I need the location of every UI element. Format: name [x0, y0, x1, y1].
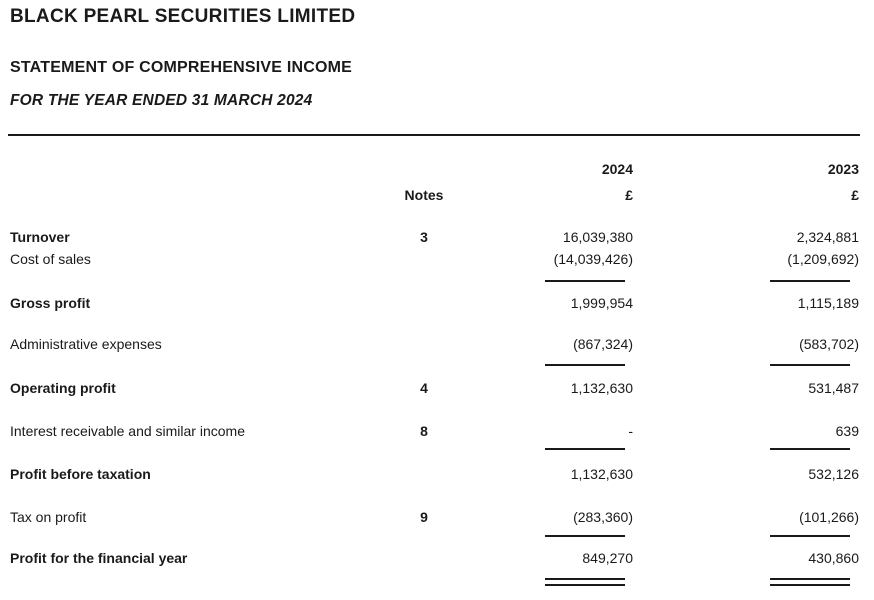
- value-2023-interest-receivable: 639: [835, 423, 859, 439]
- row-label-turnover: Turnover: [10, 229, 70, 245]
- total-double-rule-2024: [545, 578, 625, 586]
- row-label-tax-on-profit: Tax on profit: [10, 509, 87, 525]
- note-ref-turnover: 3: [420, 229, 428, 245]
- value-2023-operating-profit: 531,487: [808, 380, 859, 396]
- value-2024-operating-profit: 1,132,630: [570, 380, 633, 396]
- note-ref-operating-profit: 4: [420, 380, 428, 396]
- currency-symbol-2024: £: [625, 187, 633, 203]
- subtotal-rule-2023-operating-profit: [770, 364, 850, 366]
- subtotal-rule-2024-profit-before-tax: [545, 448, 625, 450]
- subtotal-rule-2023-profit-for-year: [770, 535, 850, 537]
- value-2024-administrative-expenses: (867,324): [573, 336, 633, 352]
- column-header-year-2023: 2023: [827, 161, 859, 177]
- subtotal-rule-2024-operating-profit: [545, 364, 625, 366]
- value-2024-profit-for-year: 849,270: [582, 550, 633, 566]
- value-2023-tax-on-profit: (101,266): [799, 509, 859, 525]
- row-label-cost-of-sales: Cost of sales: [10, 251, 91, 267]
- row-label-interest-receivable: Interest receivable and similar income: [10, 423, 245, 439]
- column-header-notes: Notes: [404, 187, 444, 203]
- value-2024-interest-receivable: -: [628, 423, 633, 439]
- note-ref-tax-on-profit: 9: [420, 509, 428, 525]
- value-2023-administrative-expenses: (583,702): [799, 336, 859, 352]
- value-2023-turnover: 2,324,881: [796, 229, 859, 245]
- value-2024-cost-of-sales: (14,039,426): [553, 251, 633, 267]
- value-2024-profit-before-taxation: 1,132,630: [570, 466, 633, 482]
- value-2024-tax-on-profit: (283,360): [573, 509, 633, 525]
- row-label-profit-before-taxation: Profit before taxation: [10, 466, 151, 482]
- statement-title: STATEMENT OF COMPREHENSIVE INCOME: [10, 59, 353, 76]
- row-label-administrative-expenses: Administrative expenses: [10, 336, 162, 352]
- subtotal-rule-2023-gross-profit: [770, 280, 850, 282]
- value-2024-gross-profit: 1,999,954: [570, 295, 633, 311]
- row-label-operating-profit: Operating profit: [10, 380, 116, 396]
- column-header-year-2024: 2024: [601, 161, 633, 177]
- header-rule: [8, 134, 860, 136]
- value-2023-cost-of-sales: (1,209,692): [787, 251, 859, 267]
- total-double-rule-2023: [770, 578, 850, 586]
- note-ref-interest-receivable: 8: [420, 423, 428, 439]
- company-name: BLACK PEARL SECURITIES LIMITED: [10, 6, 356, 27]
- value-2023-gross-profit: 1,115,189: [797, 295, 859, 311]
- subtotal-rule-2023-profit-before-tax: [770, 448, 850, 450]
- value-2023-profit-before-taxation: 532,126: [808, 466, 859, 482]
- period-title: FOR THE YEAR ENDED 31 MARCH 2024: [10, 92, 313, 109]
- value-2023-profit-for-year: 430,860: [808, 550, 859, 566]
- currency-symbol-2023: £: [851, 187, 859, 203]
- subtotal-rule-2024-profit-for-year: [545, 535, 625, 537]
- row-label-gross-profit: Gross profit: [10, 295, 91, 311]
- value-2024-turnover: 16,039,380: [562, 229, 633, 245]
- subtotal-rule-2024-gross-profit: [545, 280, 625, 282]
- row-label-profit-for-year: Profit for the financial year: [10, 550, 188, 566]
